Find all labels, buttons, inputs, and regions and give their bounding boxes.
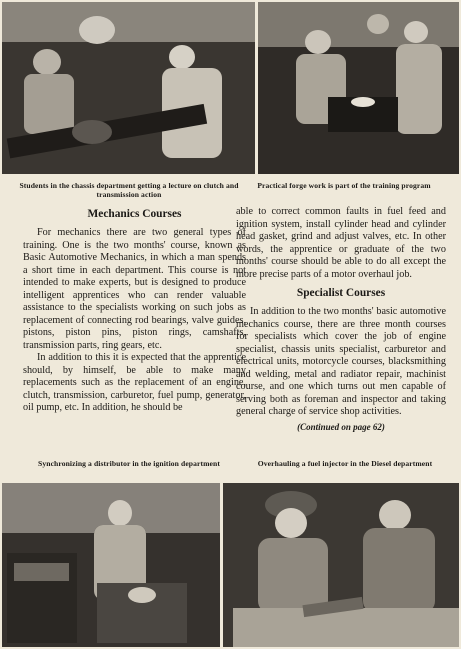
article-column-right: [236, 206, 446, 433]
continued-note: (Continued on page 62): [297, 421, 385, 432]
caption-chassis-lecture: Students in the chassis department getting a lecture on clutch and transmission action: [19, 181, 239, 199]
photo-ignition-bench: [2, 483, 220, 647]
caption-distributor: Synchronizing a distributor in the ignition department: [38, 459, 220, 468]
photo-chassis-lecture: [2, 2, 255, 174]
heading-specialist-courses: Specialist Courses: [296, 287, 386, 299]
photo-fuel-injector-image: [223, 483, 459, 647]
photo-forge-work: [258, 2, 459, 174]
paragraph-specialist: In addition to the two months' basic automotive mechanics course, there are three month courses for specialists which cover the job of engine specialist, chassis units specialist, carburetor and electrical units, motorcycle courses, blacksmithing and welding, metal and radiator repair, machinist course, and one which turns out men capable of serving both as foreman and inspector and taking general charge of service shop activities.: [236, 306, 446, 417]
photo-chassis-lecture-image: [2, 2, 255, 174]
photo-forge-work-image: [258, 2, 459, 174]
heading-mechanics-courses: Mechanics Courses: [87, 208, 182, 220]
caption-fuel-injector: Overhauling a fuel injector in the Diesel department: [257, 459, 433, 468]
photo-ignition-bench-image: [2, 483, 220, 647]
article-column-left: [23, 206, 246, 415]
caption-forge-work: Practical forge work is part of the training program: [257, 181, 431, 190]
photo-fuel-injector: [223, 483, 459, 647]
paragraph-mechanics-replacements: In addition to this it is expected that the apprentice should, by himself, be able to make many replacements such as the replacement of an engine, clutch, transmission, carburetor, fuel pump, generator, oil pump, etc. In addition, he should be: [23, 352, 246, 413]
paragraph-mechanics-intro: For mechanics there are two general types of training. One is the two months' course, known as Basic Automotive Mechanics, in which a man spends a short time in each department. This course is not intended to make experts, but is designed to produce intelligent apprentices who can render valuable assistance to the specialists working on such jobs as replacement of connecting rod bearings, valve guides, pistons, piston pins, piston rings, camshafts, transmission parts, ring gears, etc.: [23, 227, 246, 351]
paragraph-mechanics-continued: able to correct common faults in fuel feed and ignition system, install cylinder head and cylinder head gasket, grind and adjust valves, etc. In other words, the apprentice or graduate of the two months' course should be able to do all except the more precise parts of a motor overhaul job.: [236, 206, 446, 280]
